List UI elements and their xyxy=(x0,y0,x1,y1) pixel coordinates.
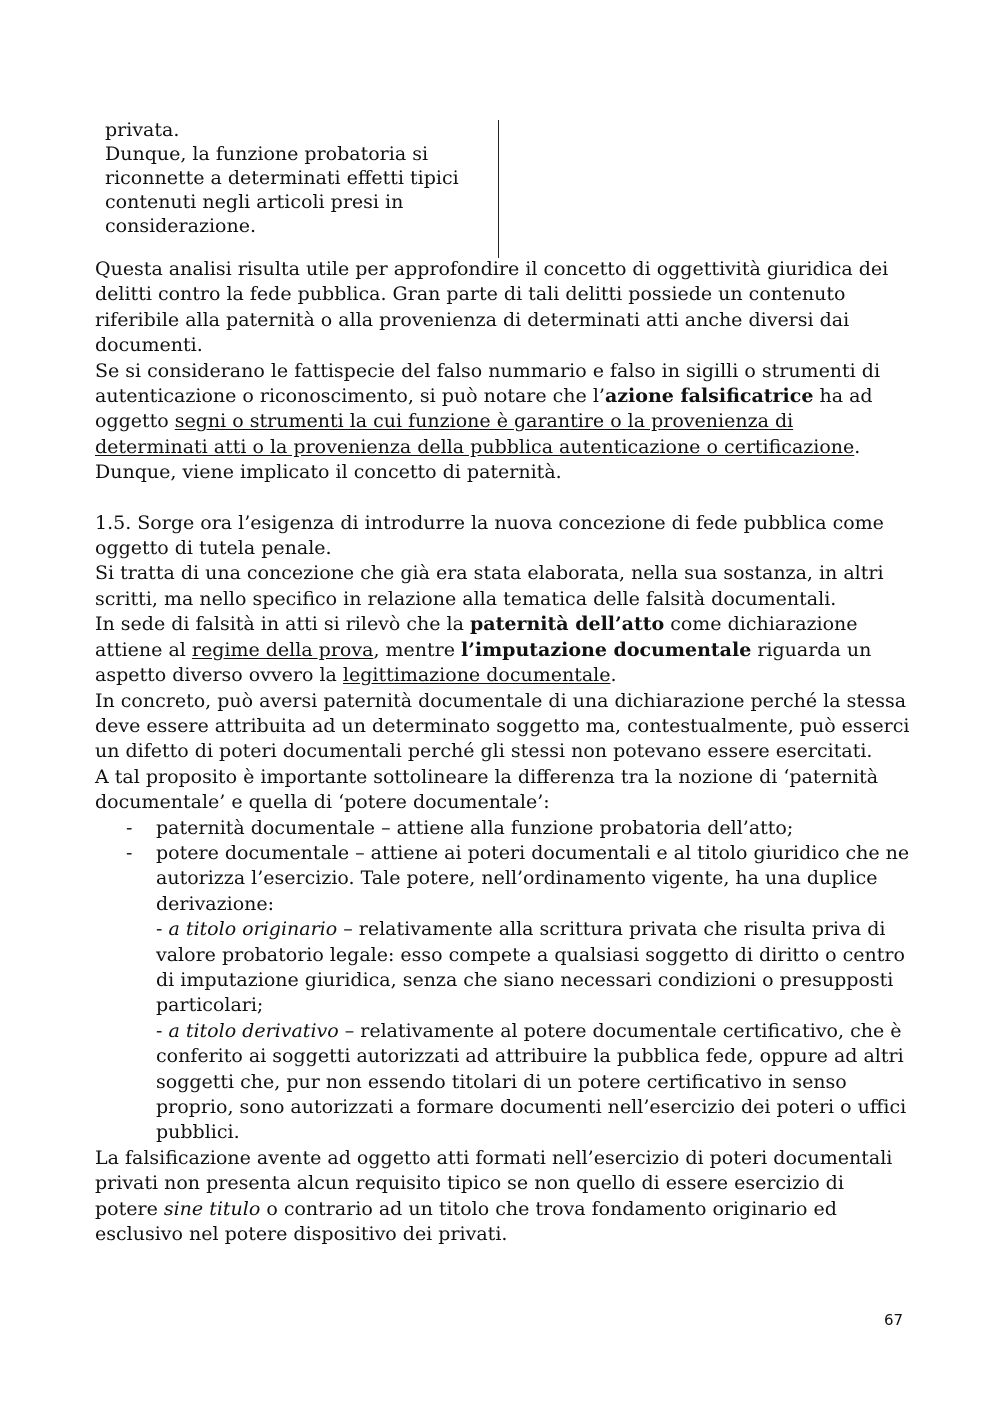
p8-text-c: o contrario ad un titolo che trova fondamento originario ed esclusivo nel potere dispositivo dei privati. xyxy=(95,1197,837,1246)
paragraph-gap xyxy=(95,486,910,511)
p5-text-a: In sede di falsità in atti si rilevò che la xyxy=(95,613,470,636)
p2-text-e: . Dunque, viene implicato il concetto di paternità. xyxy=(95,435,861,484)
p5-text-i: . xyxy=(610,664,617,687)
boxed-note-text: Dunque, la funzione probatoria si riconnette a determinati effetti tipici contenuti negli articoli presi in considerazione. xyxy=(105,143,459,237)
p2-text-c: ha ad oggetto xyxy=(95,385,873,433)
dash-bullet: - xyxy=(126,816,133,839)
boxed-note xyxy=(105,118,490,238)
p5-bold-imputazione: l’imputazione documentale xyxy=(461,638,752,661)
p8-italic-term: sine titulo xyxy=(163,1197,261,1220)
paragraph-2 xyxy=(95,359,910,486)
p5-underlined-regime: regime della prova xyxy=(191,638,374,661)
dash-bullet: - xyxy=(126,841,133,864)
list-item-text: paternità documentale – attiene alla funzione probatoria dell’atto; xyxy=(156,816,794,839)
sub-dash: - xyxy=(156,918,169,941)
list-item xyxy=(95,841,910,1146)
p5-text-g: riguarda un aspetto diverso ovvero la xyxy=(95,638,872,687)
p2-text-a: Se si considerano le fattispecie del falso nummario e falso in sigilli o strumenti di autenticazione o riconoscimento, si può notare che l’ xyxy=(95,359,881,408)
paragraph-1: Questa analisi risulta utile per approfondire il concetto di oggettività giuridica dei delitti contro la fede pubblica. Gran parte di tali delitti possiede un contenuto riferibile alla paternità o alla provenienza di determinati atti anche diversi dai documenti. xyxy=(95,258,889,357)
p5-text-e: , mentre xyxy=(373,638,462,661)
page-number: 67 xyxy=(884,1311,904,1329)
sub-item-term: a titolo originario xyxy=(168,918,338,941)
p5-bold-paternita: paternità dell’atto xyxy=(470,613,665,636)
p2-underlined: segni o strumenti la cui funzione è garantire o la provenienza di determinati atti o la provenienza della pubblica autenticazione o certificazione xyxy=(95,410,855,458)
paragraph-6: In concreto, può aversi paternità documentale di una dichiarazione perché la stessa deve essere attribuita ad un determinato soggetto ma, contestualmente, può esserci un difetto di poteri documentali perché gli stessi non potevano essere esercitati. xyxy=(95,689,910,763)
paragraph-section-1-5: 1.5. Sorge ora l’esigenza di introdurre la nuova concezione di fede pubblica come oggetto di tutela penale. xyxy=(95,511,884,560)
list-item xyxy=(95,816,910,841)
sub-dash: - xyxy=(156,1019,169,1042)
paragraph-8 xyxy=(95,1146,910,1248)
p8-text-a: La falsificazione avente ad oggetto atti formati nell’esercizio di poteri documentali privati non presenta alcun requisito tipico se non quello di essere esercizio di potere xyxy=(95,1146,893,1220)
paragraph-7: A tal proposito è importante sottolineare la differenza tra la nozione di ‘paternità documentale’ e quella di ‘potere documentale’: xyxy=(95,765,879,814)
body-text xyxy=(95,257,910,1247)
p5-underlined-legittimazione: legittimazione documentale xyxy=(342,664,611,687)
sub-item-text: – relativamente alla scrittura privata che risulta priva di valore probatorio legale: esso compete a qualsiasi soggetto di diritto o centro di imputazione giuridica, senza che siano necessari condizioni o presupposti particolari; xyxy=(156,918,905,1017)
p2-bold-term: azione falsificatrice xyxy=(604,385,814,408)
sub-item-text: – relativamente al potere documentale certificativo, che è conferito ai soggetti autorizzati ad attribuire la pubblica fede, oppure ad altri soggetti che, pur non essendo titolari di un potere certificativo in senso proprio, sono autorizzati a formare documenti nell’esercizio dei poteri o uffici pubblici. xyxy=(156,1019,907,1144)
sub-item-term: a titolo derivativo xyxy=(168,1019,339,1042)
p5-text-c: come dichiarazione attiene al xyxy=(95,613,858,661)
boxed-note-line1: privata. xyxy=(105,119,180,141)
definition-list xyxy=(95,816,910,1146)
paragraph-5 xyxy=(95,612,910,688)
list-item-text: potere documentale – attiene ai poteri documentali e al titolo giuridico che ne autorizza l’esercizio. Tale potere, nell’ordinamento vigente, ha una duplice derivazione: xyxy=(156,841,910,915)
paragraph-4: Si tratta di una concezione che già era stata elaborata, nella sua sostanza, in altri scritti, ma nello specifico in relazione alla tematica delle falsità documentali. xyxy=(95,562,884,610)
vertical-rule xyxy=(498,120,499,258)
